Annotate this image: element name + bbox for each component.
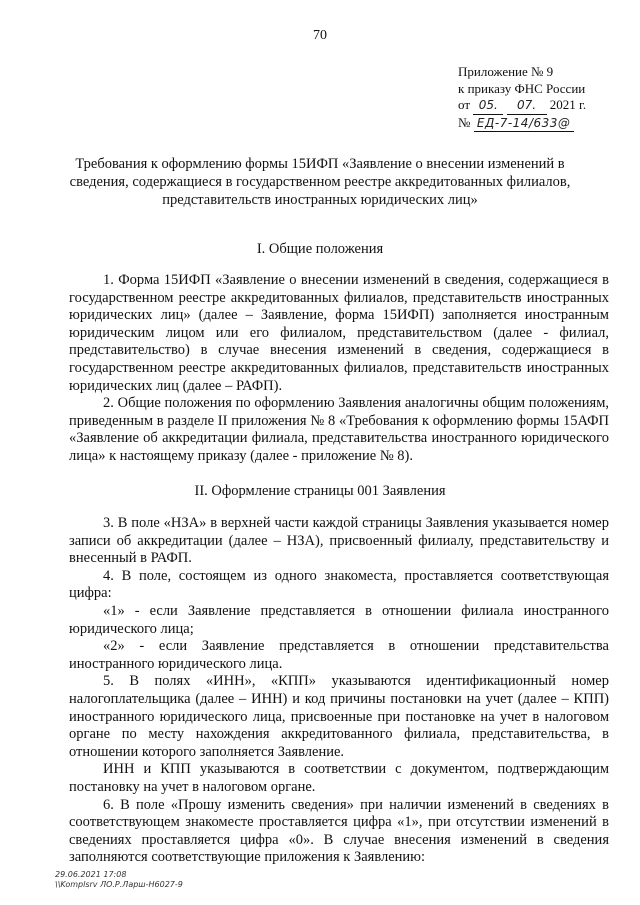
page-number: 70 [313,28,327,43]
section2-inn-kpp-note: ИНН и КПП указываются в соответствии с документом, подтверждающим постановку на учет в налоговом органе. [69,761,609,795]
annex-date-year: 2021 г. [549,97,587,112]
section1-heading: I. Общие положения [256,241,384,257]
annex-date-day: 05. [473,97,503,115]
annex-number-value: ЕД-7-14/633@ [474,115,574,133]
section2-paragraph-5: 5. В полях «ИНН», «КПП» указываются идентификационный номер налогоплательщика (далее – ИНН) и код причины постановки на учет (далее – КПП) иностранного юридического лица, присвоенные при постановке на учет в налоговом органе по месту нахождения аккредитованного филиала, представительства, в отношении которого заполняется Заявление. [69,673,609,760]
annex-line1: Приложение № 9 [458,64,554,79]
annex-date-prefix: от [458,97,471,112]
section2-paragraph-6: 6. В поле «Прошу изменить сведения» при наличии изменений в сведениях в соответствующем знакоместе проставляется цифра «1», при отсутствии изменений в сведениях проставляется цифра «0». В случае внесения изменений в сведения заполняются соответствующие приложения к Заявлению: [69,796,609,866]
annex-number-prefix: № [458,114,471,130]
footer-path: \\Komplsrv ЛО.Р.Ларш-Н6027-9 [55,880,183,889]
section2-body [69,515,609,867]
section2-paragraph-4: 4. В поле, состоящем из одного знакоместа, проставляется соответствующая цифра: [69,567,609,602]
footer-stamp [55,870,183,890]
annex-line2: к приказу ФНС России [458,80,586,96]
section2-option-1: «1» - если Заявление представляется в отношении филиала иностранного юридического лица; [69,602,609,637]
section2-paragraph-3: 3. В поле «НЗА» в верхней части каждой страницы Заявления указывается номер записи об аккредитации (далее – НЗА), присвоенный филиалу, представительству и внесенный в РАФП. [69,515,609,567]
section2-option-2: «2» - если Заявление представляется в отношении представительства иностранного юридического лица. [69,638,609,672]
annex-number-line [458,115,628,133]
footer-timestamp: 29.06.2021 17:08 [55,870,127,879]
annex-block [458,64,628,132]
annex-date-line [458,97,628,115]
section1-paragraph-2: 2. Общие положения по оформлению Заявления аналогичны общим положениям, приведенным в разделе II приложения № 8 «Требования к оформлению формы 15АФП «Заявление об аккредитации филиала, представительства иностранного юридического лица» к настоящему приказу (далее - приложение № 8). [69,395,609,464]
section1-paragraph-1: 1. Форма 15ИФП «Заявление о внесении изменений в сведения, содержащиеся в государственном реестре аккредитованных филиалов, представительств иностранных юридических лиц» (далее – Заявление, форма 15ИФП) заполняется иностранным юридическим лицом или его филиалом, представительством (далее - филиал, представительство) в случае внесения изменений в сведения, содержащиеся в государственном реестре аккредитованных филиалов, представительств иностранных юридических лиц (далее – РАФП). [69,272,609,394]
annex-date-month: 07. [507,97,547,115]
section1-body [69,272,609,466]
document-title: Требования к оформлению формы 15ИФП «Заявление о внесении изменений в сведения, содержащиеся в государственном реестре аккредитованных филиалов, представительств иностранных юридических лиц» [69,156,571,208]
section2-heading: II. Оформление страницы 001 Заявления [194,483,446,499]
